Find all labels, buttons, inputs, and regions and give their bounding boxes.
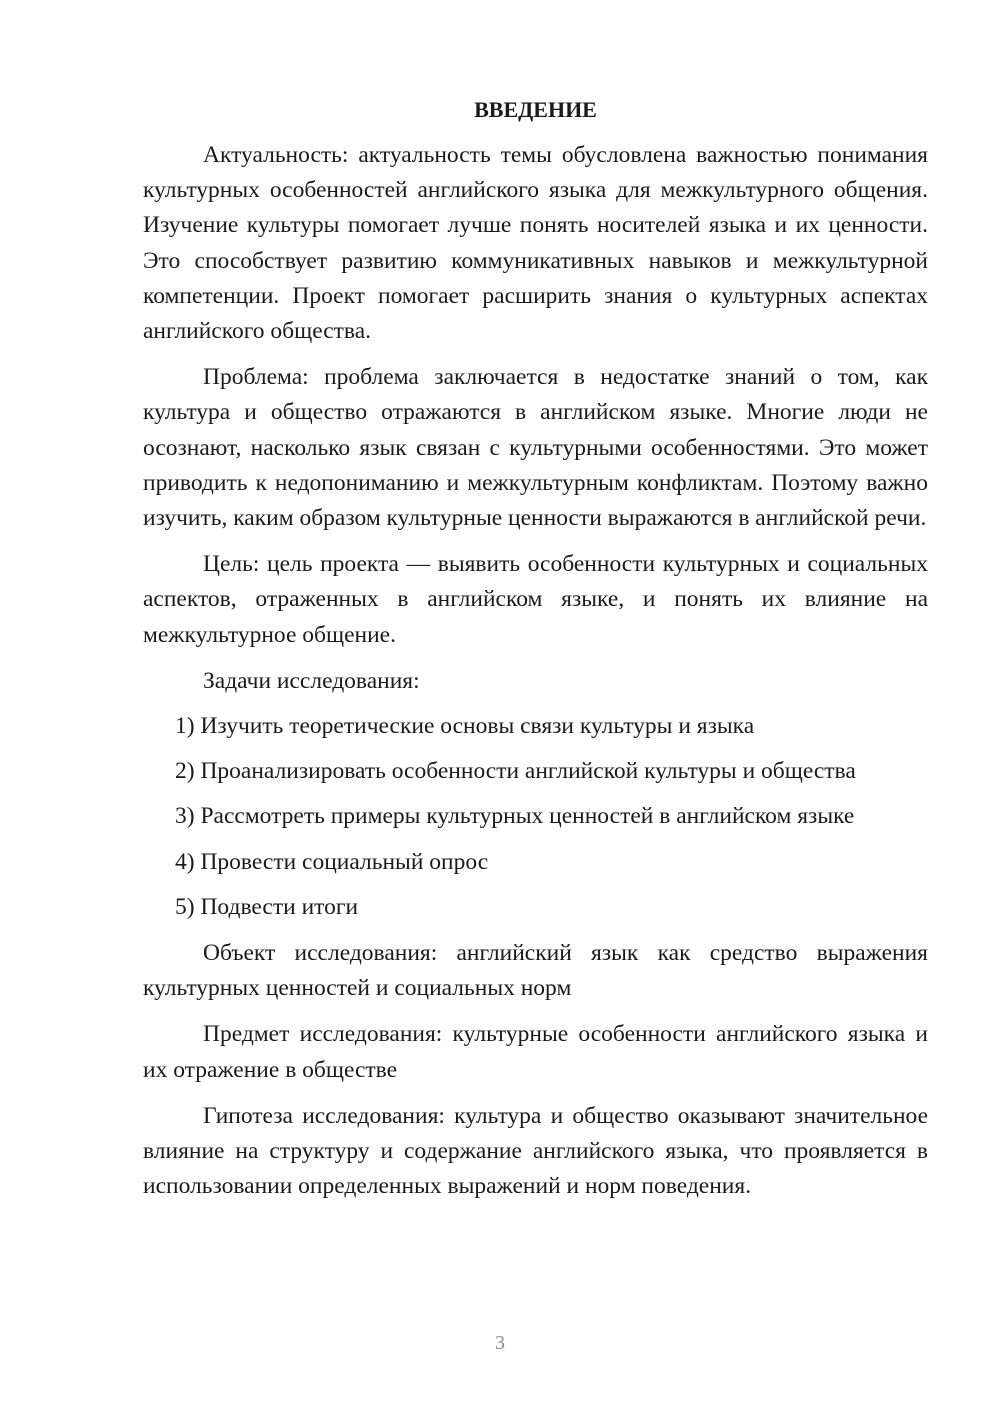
task-item: 2) Проанализировать особенности английской культуры и общества: [175, 758, 856, 785]
task-item: 1) Изучить теоретические основы связи культуры и языка: [175, 713, 755, 740]
tasks-list: [143, 709, 928, 925]
relevance-paragraph: Актуальность: актуальность темы обусловлена важностью понимания культурных особенностей английского языка для межкультурного общения. Изучение культуры помогает лучше понять носителей языка и их ценности. Это способствует развитию коммуникативных навыков и межкультурной компетенции. Проект помогает расширить знания о культурных аспектах английского общества.: [143, 142, 928, 345]
problem-paragraph: Проблема: проблема заключается в недостатке знаний о том, как культура и общество отражаются в английском языке. Многие люди не осознают, насколько язык связан с культурными особенностями. Это может приводить к недопониманию и межкультурным конфликтам. Поэтому важно изучить, каким образом культурные ценности выражаются в английской речи.: [143, 364, 928, 532]
task-item: 3) Рассмотреть примеры культурных ценностей в английском языке: [175, 803, 855, 830]
page-number: 3: [495, 1332, 505, 1354]
task-item: 4) Провести социальный опрос: [175, 848, 489, 875]
hypothesis-paragraph: Гипотеза исследования: культура и общество оказывают значительное влияние на структуру и содержание английского языка, что проявляется в использовании определенных выражений и норм поведения.: [143, 1102, 928, 1200]
subject-paragraph: Предмет исследования: культурные особенности английского языка и их отражение в обществе: [143, 1021, 928, 1083]
task-item: 5) Подвести итоги: [175, 893, 359, 920]
tasks-title: Задачи исследования:: [203, 667, 420, 694]
object-paragraph: Объект исследования: английский язык как средство выражения культурных ценностей и социальных норм: [143, 940, 928, 1002]
goal-paragraph: Цель: цель проекта — выявить особенности культурных и социальных аспектов, отраженных в английском языке, и понять их влияние на межкультурное общение.: [143, 551, 928, 648]
section-heading: ВВЕДЕНИЕ: [474, 97, 597, 122]
document-page: [143, 95, 928, 1215]
